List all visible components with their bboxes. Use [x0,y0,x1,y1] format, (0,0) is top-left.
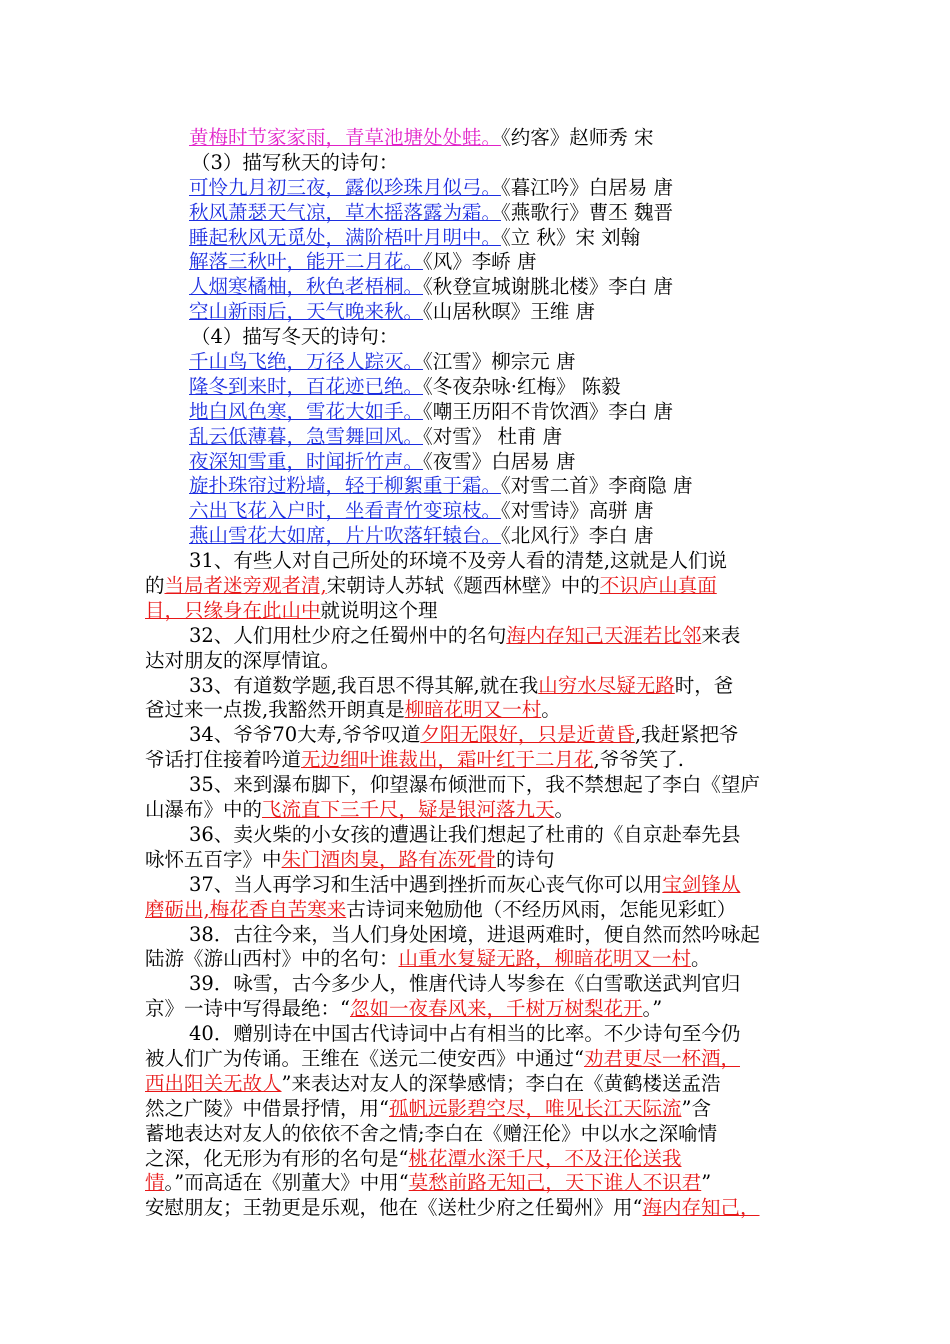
answer: 不识庐山真面 [599,574,717,598]
q40-line-5: 蓄地表达对友人的依依不舍之情;李白在《赠汪伦》中以水之深喻情 [145,1121,718,1145]
poem-line [145,176,817,201]
answer: 山重水复疑无路，柳暗花明又一村 [398,947,692,971]
verse: 燕山雪花大如席，片片吹落轩辕台。 [189,524,502,548]
poem-line [145,226,817,251]
text: 37、当人再学习和生活中遇到挫折而灰心丧气你可以用 [189,872,663,896]
verse: 空山新雨后，天气晚来秋。 [189,300,424,324]
poem-line [145,425,817,450]
text: 。 [554,798,575,822]
text: 陆游《游山西村》中的名句： [145,947,399,971]
text: 32、人们用杜少府之任蜀州中的名句 [189,623,507,647]
poem-line [145,126,817,151]
verse: 黄梅时节家家雨，青草池塘处处蛙。 [189,126,502,149]
text: 被人们广为传诵。王维在《送元二使安西》中通过“ [145,1046,584,1070]
text: 爸过来一点拨,我豁然开朗真是 [145,698,405,722]
answer: 柳暗花明又一村 [404,698,542,722]
poem-line [145,450,817,475]
answer: 忽如一夜春风来，千树万树梨花开 [349,997,643,1021]
q31-line-1: 31、有些人对自己所处的环境不及旁人看的清楚,这就是人们说 [189,549,728,573]
q40-line-8 [145,1196,817,1221]
verse: 秋风萧瑟天气凉，草木摇落露为霜。 [189,200,502,224]
q34-line-2 [145,748,817,773]
q33-line-1 [145,674,817,699]
answer: 西出阳关无故人 [145,1071,282,1095]
q37-line-1 [145,873,817,898]
text: 之深，化无形为有形的名句是“ [145,1146,409,1170]
text: 。” [642,997,663,1021]
poem-line [145,400,817,425]
poem-line [145,275,817,300]
text: 33、有道数学题,我百思不得其解,就在我 [189,673,539,697]
text: ,爷爷笑了. [593,748,684,772]
source: 《山居秋暝》王维 唐 [423,300,595,324]
q33-line-2 [145,698,817,723]
q40-line-2 [145,1047,817,1072]
verse: 睡起秋风无觅处，满阶梧叶月明中。 [189,225,502,249]
text: 。 [691,947,711,971]
text: 时，爸 [674,673,734,697]
source: 《江雪》柳宗元 唐 [423,350,576,374]
poem-line [145,524,817,549]
source: 《秋登宣城谢朓北楼》李白 唐 [423,275,673,299]
poem-line [145,250,817,275]
q40-line-6 [145,1147,817,1172]
q32-line-2: 达对朋友的深厚情谊。 [145,648,341,672]
text: ”含 [681,1096,711,1120]
text: 就说明这个理 [320,598,438,622]
text: 山瀑布》中的 [145,798,263,822]
verse: 千山鸟飞绝，万径人踪灭。 [189,350,424,374]
text: 然之广陵》中借景抒情，用“ [145,1096,389,1120]
text: 咏怀五百字》中 [145,847,282,871]
answer: 宝剑锋从 [662,872,741,896]
q39-line-2 [145,997,817,1022]
source: 《对雪二首》李商隐 唐 [501,474,693,498]
poem-line [145,375,817,400]
q35-line-2 [145,798,817,823]
answer: 莫愁前路无知己，天下谁人不识君 [408,1171,702,1195]
answer: 飞流直下三千尺，疑是银河落九天 [262,798,555,822]
verse: 乱云低薄暮，急雪舞回风。 [189,424,424,448]
answer: 磨砺出,梅花香自苦寒来 [145,897,347,921]
q34-line-1 [145,723,817,748]
answer: 情 [145,1171,165,1195]
text: ” [701,1171,712,1195]
text: 。 [541,698,561,722]
q32-line-1 [145,624,817,649]
text: 。”而高适在《别董大》中用“ [164,1171,409,1195]
source: 《燕歌行》曹丕 魏晋 [501,200,673,224]
q40-line-3 [145,1072,817,1097]
source: 《风》李峤 唐 [423,250,537,274]
answer: 海内存知己， [642,1196,760,1220]
source: 《暮江吟》白居易 唐 [501,175,673,199]
answer: 孤帆远影碧空尽，唯见长江天际流 [388,1096,682,1120]
q36-line-1: 36、卖火柴的小女孩的遭遇让我们想起了杜甫的《自京赴奉先县 [189,822,741,846]
text: 宋朝诗人苏轼《题西林壁》中的 [326,574,600,598]
poem-line [145,499,817,524]
answer: 目，只缘身在此山中 [145,598,321,622]
q38-line-2 [145,947,817,972]
q40-line-4 [145,1097,817,1122]
text: 34、爷爷70大寿,爷爷叹道 [189,723,421,747]
text: 京》一诗中写得最绝：“ [145,997,350,1021]
text: 安慰朋友；王勃更是乐观，他在《送杜少府之任蜀州》用“ [145,1196,643,1220]
source: 《嘲王历阳不肯饮酒》李白 唐 [423,399,673,423]
source: 《对雪》 杜甫 唐 [423,424,563,448]
document-page [145,126,817,1221]
verse: 可怜九月初三夜，露似珍珠月似弓。 [189,175,502,199]
text: 的 [145,574,165,598]
q35-line-1: 35、来到瀑布脚下，仰望瀑布倾泄而下，我不禁想起了李白《望庐 [189,773,760,797]
text: ”来表达对友人的深挚感情；李白在《黄鹤楼送孟浩 [281,1071,721,1095]
section-heading-autumn: （3）描写秋天的诗句： [191,150,399,174]
answer: 当局者迷旁观者清, [164,574,327,598]
verse: 地白风色寒，雪花大如手。 [189,399,424,423]
verse: 解落三秋叶，能开二月花。 [189,250,424,274]
q31-line-2 [145,574,817,599]
verse: 旋扑珠帘过粉墙，轻于柳絮重于霜。 [189,474,502,498]
q31-line-3 [145,599,817,624]
q36-line-2 [145,848,817,873]
source: 《对雪诗》高骈 唐 [501,499,654,523]
answer: 山穷水尽疑无路 [538,673,675,697]
source: 《冬夜杂咏·红梅》 陈毅 [423,374,621,398]
answer: 朱门酒肉臭，路有冻死骨 [281,847,497,871]
verse: 人烟寒橘柚，秋色老梧桐。 [189,275,424,299]
text: 古诗词来勉励他（不经历风雨，怎能见彩虹） [346,897,737,921]
answer: 劝君更尽一杯酒， [583,1046,740,1070]
text: 的诗句 [496,847,555,871]
poem-line [145,350,817,375]
poem-line [145,474,817,499]
verse: 夜深知雪重，时闻折竹声。 [189,449,424,473]
text: 来表 [701,623,741,647]
q40-line-7 [145,1171,817,1196]
answer: 夕阳无限好，只是近黄昏 [420,723,635,747]
source: 《立 秋》宋 刘翰 [501,225,641,249]
q38-line-1: 38．古往今来，当人们身处困境，进退两难时，便自然而然吟咏起 [189,922,760,946]
q37-line-2 [145,898,817,923]
text: 爷话打住接着吟道 [145,748,302,772]
source: 《北风行》李白 唐 [501,524,654,548]
source: 《约客》赵师秀 宋 [501,126,654,149]
answer: 桃花潭水深千尺，不及汪伦送我 [408,1146,682,1170]
text: ,我赶紧把爷 [634,723,739,747]
q40-line-1: 40．赠别诗在中国古代诗词中占有相当的比率。不少诗句至今仍 [189,1022,741,1046]
verse: 六出飞花入户时，坐看青竹变琼枝。 [189,499,502,523]
poem-line [145,300,817,325]
verse: 隆冬到来时，百花迹已绝。 [189,374,424,398]
answer: 海内存知己天涯若比邻 [506,623,702,647]
poem-line [145,201,817,226]
answer: 无边细叶谁裁出，霜叶红于二月花 [301,748,594,772]
source: 《夜雪》白居易 唐 [423,449,576,473]
q39-line-1: 39．咏雪，古今多少人，惟唐代诗人岑参在《白雪歌送武判官归 [189,972,741,996]
section-heading-winter: （4）描写冬天的诗句： [191,325,399,349]
